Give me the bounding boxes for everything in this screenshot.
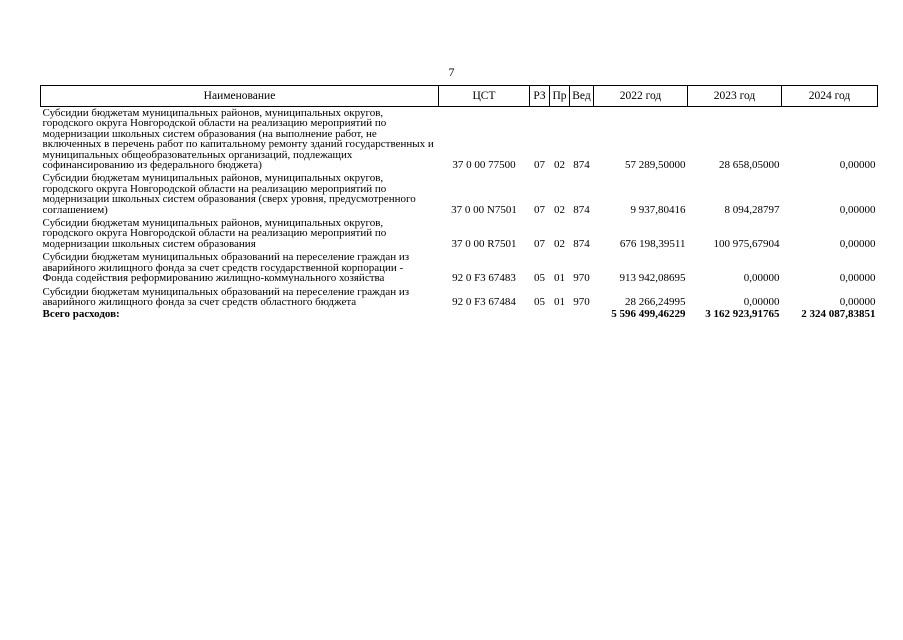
row-rz: 07 xyxy=(534,159,545,172)
row-2022: 57 289,50000 xyxy=(625,159,686,172)
page-number: 7 xyxy=(448,65,455,79)
row-2022: 676 198,39511 xyxy=(619,237,686,250)
row-pr: 01 xyxy=(554,272,565,285)
total-2024: 2 324 087,83851 xyxy=(801,308,876,321)
header-name: Наименование xyxy=(41,86,439,107)
total-2022: 5 596 499,46229 xyxy=(611,308,686,321)
row-rz: 07 xyxy=(534,203,545,216)
total-2023: 3 162 923,91765 xyxy=(705,308,780,321)
table-header-row xyxy=(41,86,878,107)
row-rz: 07 xyxy=(534,237,545,250)
row-tsst: 92 0 F3 67484 xyxy=(452,295,516,308)
row-name: Субсидии бюджетам муниципальных районов, муниципальных округов, городского округа Новгородской области на реализацию мероприятий по модернизации школьных систем образования (сверх уровня, предусмотренного соглашением) xyxy=(42,172,416,216)
row-2023: 8 094,28797 xyxy=(724,203,780,216)
row-pr: 02 xyxy=(554,203,565,216)
row-2022: 913 942,08695 xyxy=(619,272,686,285)
row-ved: 874 xyxy=(573,159,590,172)
header-2024: 2024 год xyxy=(782,86,878,107)
row-pr: 02 xyxy=(554,159,565,172)
row-tsst: 37 0 00 R7501 xyxy=(451,237,517,250)
header-2023: 2023 год xyxy=(688,86,782,107)
row-ved: 970 xyxy=(573,272,590,285)
table-row xyxy=(41,217,878,251)
row-ved: 970 xyxy=(573,295,590,308)
row-tsst: 37 0 00 77500 xyxy=(452,159,516,172)
total-label: Всего расходов: xyxy=(42,308,120,321)
row-tsst: 37 0 00 N7501 xyxy=(451,203,517,216)
row-name: Субсидии бюджетам муниципальных образований на переселение граждан из аварийного жилищного фонда за счет средств областного бюджета xyxy=(42,285,410,308)
header-pr: Пр xyxy=(550,86,570,107)
row-2024: 0,00000 xyxy=(839,272,876,285)
total-row xyxy=(41,309,878,321)
row-2024: 0,00000 xyxy=(839,159,876,172)
row-ved: 874 xyxy=(573,237,590,250)
row-2022: 9 937,80416 xyxy=(630,203,686,216)
header-2022: 2022 год xyxy=(594,86,688,107)
row-rz: 05 xyxy=(534,295,545,308)
row-pr: 01 xyxy=(554,295,565,308)
header-ved: Вед xyxy=(570,86,594,107)
table-row xyxy=(41,172,878,217)
row-2024: 0,00000 xyxy=(839,295,876,308)
row-2023: 0,00000 xyxy=(743,295,780,308)
row-name: Субсидии бюджетам муниципальных районов, муниципальных округов, городского округа Новгородской области на реализацию мероприятий по модернизации школьных систем образования (на выполнение работ, не включенных в перечень работ по капитальному ремонту зданий государственных и муниципальных общеобразовательных организаций, подлежащих софинансированию из федерального бюджета) xyxy=(42,107,434,172)
row-pr: 02 xyxy=(554,237,565,250)
row-tsst: 92 0 F3 67483 xyxy=(452,272,516,285)
row-2022: 28 266,24995 xyxy=(625,295,686,308)
table-row xyxy=(41,107,878,173)
table-row xyxy=(41,251,878,285)
header-tsst: ЦСТ xyxy=(439,86,530,107)
table-row xyxy=(41,286,878,310)
row-2024: 0,00000 xyxy=(839,237,876,250)
row-name: Субсидии бюджетам муниципальных образований на переселение граждан из аварийного жилищного фонда за счет средств государственной корпорации - Фонда содействия реформированию жилищно-коммунального хозяйства xyxy=(42,251,410,285)
budget-table xyxy=(40,85,878,322)
row-ved: 874 xyxy=(573,203,590,216)
row-2023: 28 658,05000 xyxy=(719,159,780,172)
row-rz: 05 xyxy=(534,272,545,285)
row-name: Субсидии бюджетам муниципальных районов, муниципальных округов, городского округа Новгородской области на реализацию мероприятий по модернизации школьных систем образования xyxy=(42,217,387,250)
row-2023: 100 975,67904 xyxy=(713,237,780,250)
row-2023: 0,00000 xyxy=(743,272,780,285)
header-rz: РЗ xyxy=(530,86,550,107)
row-2024: 0,00000 xyxy=(839,203,876,216)
